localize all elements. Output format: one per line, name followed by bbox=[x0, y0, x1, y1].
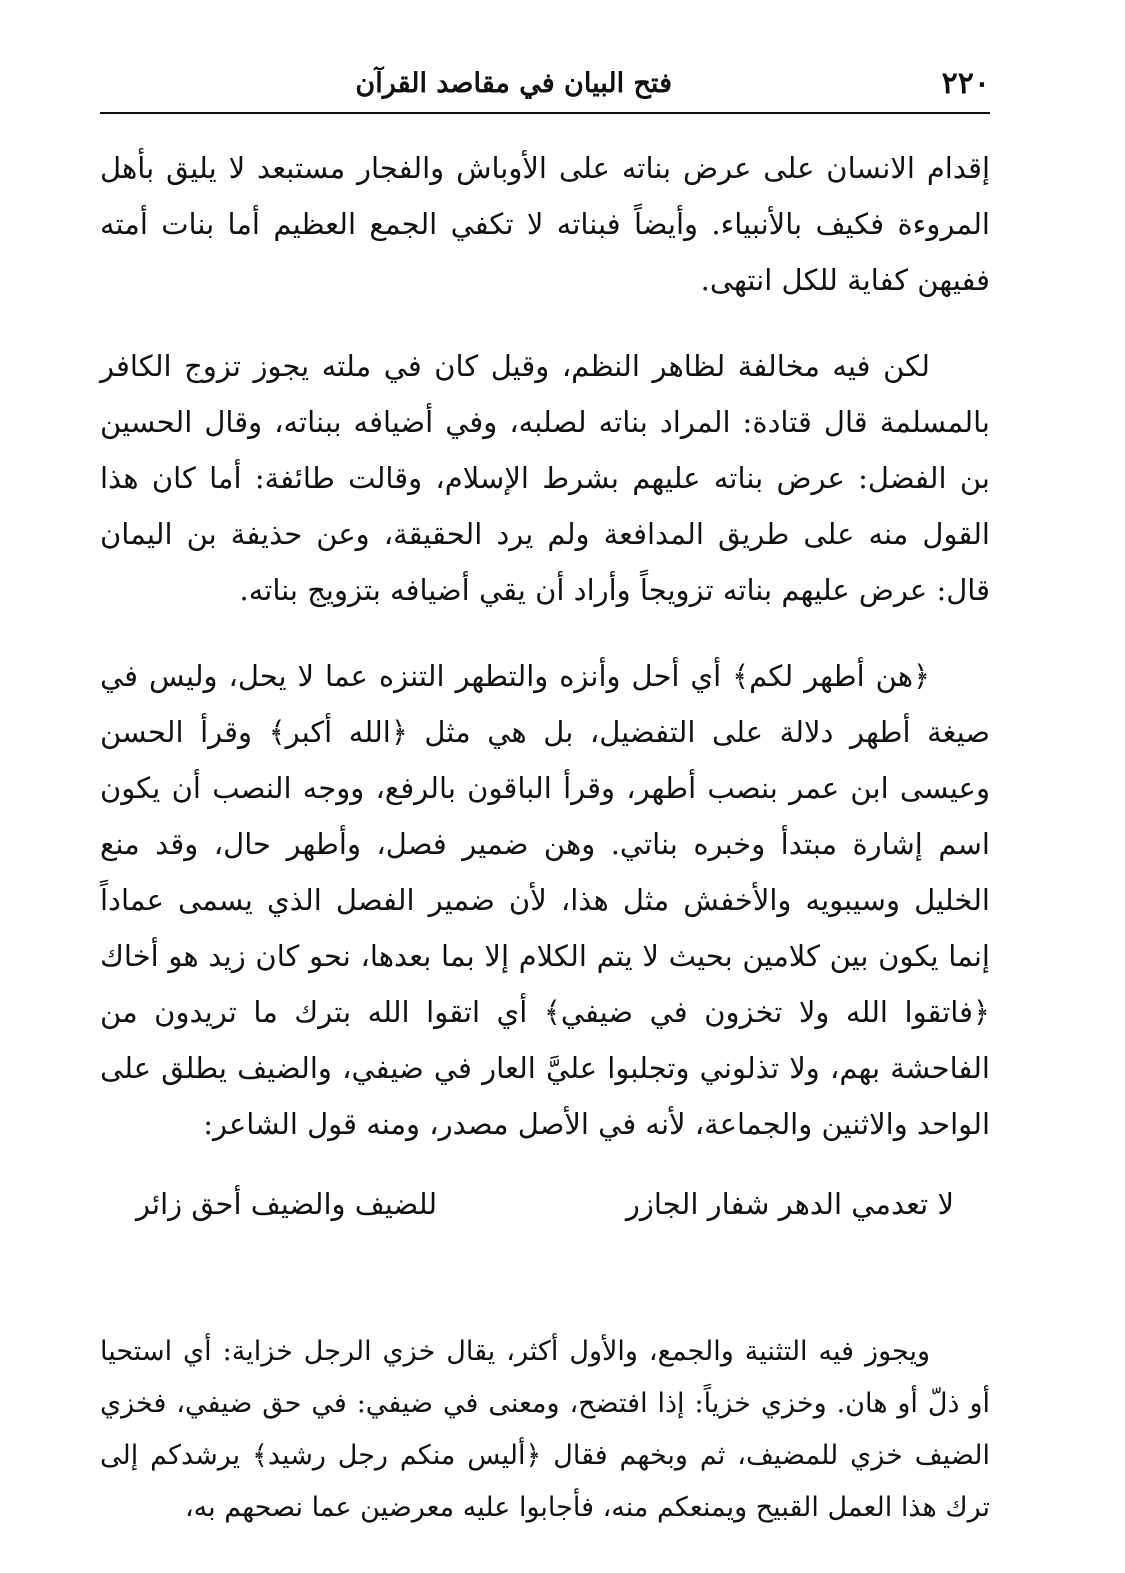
paragraph-3: ﴿هن أطهر لكم﴾ أي أحل وأنزه والتطهر التنزه عما لا يحل، وليس في صيغة أطهر دلالة على التفضيل، بل هي مثل ﴿الله أكبر﴾ وقرأ الحسن وعيسى ابن عمر بنصب أطهر، وقرأ الباقون بالرفع، ووجه النصب أن يكون اسم إشارة مبتدأ وخبره بناتي. وهن ضمير فصل، وأطهر حال، وقد منع الخليل وسيبويه والأخفش مثل هذا، لأن ضمير الفصل الذي يسمى عماداً إنما يكون بين كلامين بحيث لا يتم الكلام إلا بما بعدها، نحو كان زيد هو أخاك ﴿فاتقوا الله ولا تخزون في ضيفي﴾ أي اتقوا الله بترك ما تريدون من الفاحشة بهم، ولا تذلوني وتجلبوا عليَّ العار في ضيفي، والضيف يطلق على الواحد والاثنين والجماعة، لأنه في الأصل مصدر، ومنه قول الشاعر: bbox=[100, 659, 990, 1141]
poem-first-hemistich: لا تعدمي الدهر شفار الجازر bbox=[625, 1187, 954, 1221]
poem-second-hemistich: للضيف والضيف أحق زائر bbox=[136, 1187, 438, 1221]
body-text bbox=[100, 140, 990, 1534]
page-number: ٢٢٠ bbox=[941, 66, 990, 101]
paragraph-2: لكن فيه مخالفة لظاهر النظم، وقيل كان في ملته يجوز تزوج الكافر بالمسلمة قال قتادة: المراد بناته لصلبه، وفي أضيافه ببناته، وقال الحسين بن الفضل: عرض بناته عليهم بشرط الإسلام، وقالت طائفة: أما كان هذا القول منه على طريق المدافعة ولم يرد الحقيقة، وعن حذيفة بن اليمان قال: عرض عليهم بناته تزويجاً وأراد أن يقي أضيافه بتزويج بناته. bbox=[100, 349, 990, 607]
paragraph-4: ويجوز فيه التثنية والجمع، والأول أكثر، يقال خزي الرجل خزاية: أي استحيا أو ذلّ أو هان. وخزي خزياً: إذا افتضح، ومعنى في ضيفي: في حق ضيفي، فخزي الضيف خزي للمضيف، ثم وبخهم فقال ﴿أليس منكم رجل رشيد﴾ يرشدكم إلى ترك هذا العمل القبيح ويمنعكم منه، فأجابوا عليه معرضين عما نصحهم به، bbox=[100, 1336, 990, 1523]
page-header bbox=[100, 62, 990, 114]
running-title: فتح البيان في مقاصد القرآن bbox=[355, 68, 672, 99]
paragraph-1: إقدام الانسان على عرض بناته على الأوباش والفجار مستبعد لا يليق بأهل المروءة فكيف بالأنبياء. وأيضاً فبناته لا تكفي الجمع العظيم أما بنات أمته ففيهن كفاية للكل انتهى. bbox=[100, 151, 990, 297]
poem-verse bbox=[136, 1176, 954, 1232]
